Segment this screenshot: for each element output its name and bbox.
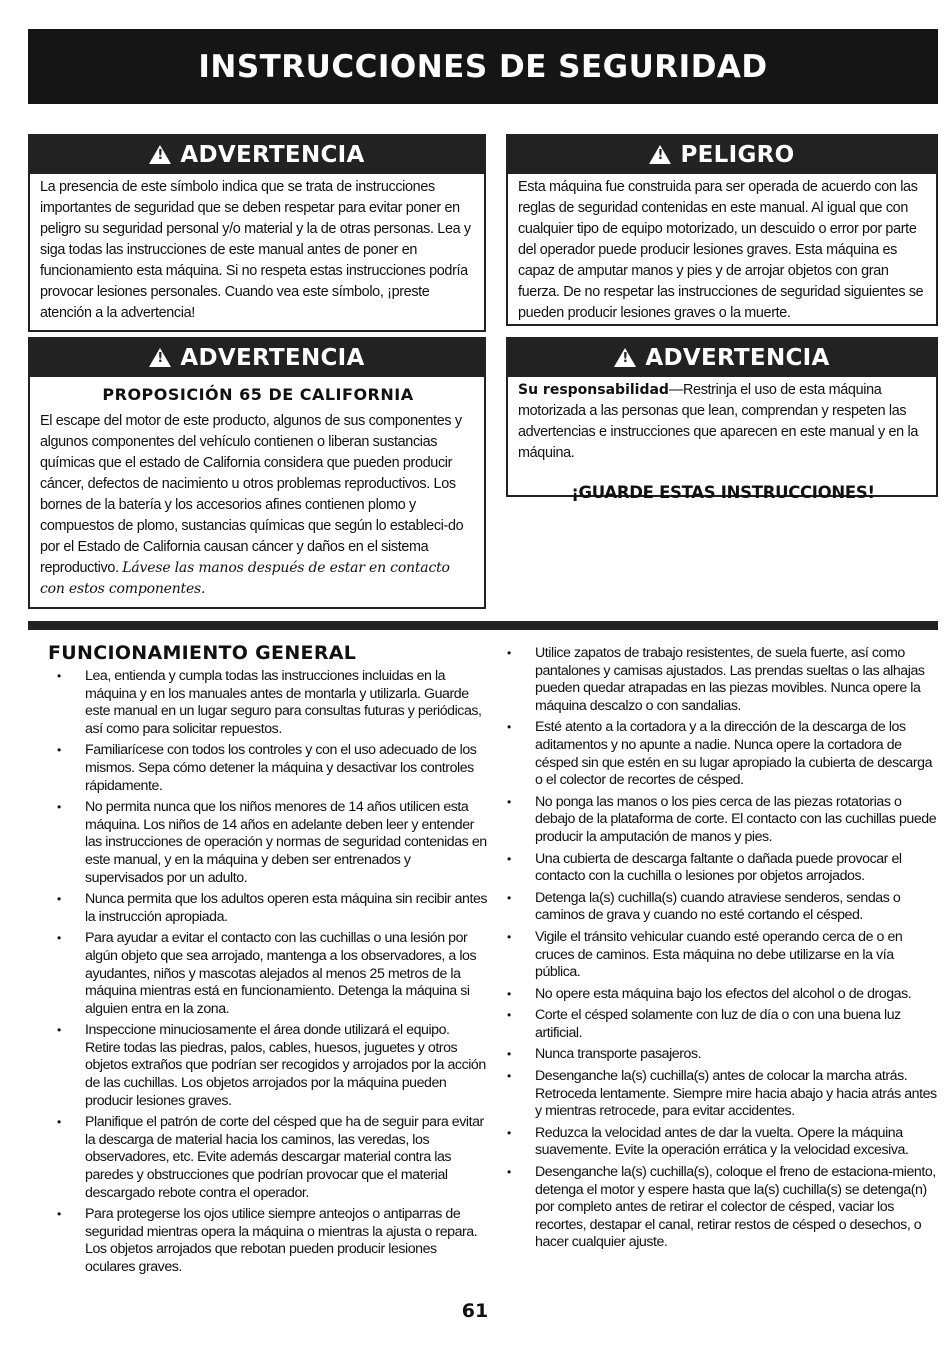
list-item: • Para ayudar a evitar el contacto con las cuchillas o una lesión por algún objeto que sea arrojado, mantenga a los observadores, a los ayudantes, niños y mascotas alejados al menos 25 metros de la máquina mientras está en funcionamiento. Detenga la máquina si alguien entra en la zona. <box>48 930 488 1018</box>
list-item: • Planifique el patrón de corte del césped que ha de seguir para evitar la descarga de material hacia los caminos, las veredas, los observadores, etc. Evite además descargar material contra las paredes y obstrucciones que podrían provocar que el material descargado rebote contra el operador. <box>48 1114 488 1202</box>
section-divider <box>28 621 938 630</box>
danger-text: Esta máquina fue construida para ser operada de acuerdo con las reglas de seguridad contenidas en este manual. Al igual que con cualquier tipo de equipo motorizado, un descuido o error por parte del operador puede producir lesiones graves. Esta máquina es capaz de amputar manos y pies y de arrojar objetos con gran fuerza. De no respetar las instrucciones de seguridad siguientes se pueden producir lesiones graves o la muerte. <box>518 179 924 321</box>
list-item: • Nunca permita que los adultos operen esta máquina sin recibir antes la instrucción apropiada. <box>48 891 488 926</box>
warning-box-body <box>30 174 484 330</box>
warning-triangle-icon <box>649 145 671 164</box>
danger-heading: PELIGRO <box>680 142 795 168</box>
warning-box-header <box>30 339 484 377</box>
list-item: • Lea, entienda y cumpla todas las instrucciones incluidas en la máquina y en los manuales antes de montarla y utilizarla. Guarde este manual en un lugar seguro para consultas futuras y periódicas, así como para solicitar repuestos. <box>48 668 488 738</box>
prop65-italic-note: Lávese las manos después de estar en contacto con estos componentes. <box>40 560 450 597</box>
page-title: INSTRUCCIONES DE SEGURIDAD <box>198 48 768 85</box>
warning-box-symbol <box>28 134 486 332</box>
list-item: • Desenganche la(s) cuchilla(s), coloque el freno de estaciona-miento, detenga el motor y espere hasta que la(s) cuchilla(s) se detenga(n) por completo antes de retirar el colector de césped, vaciar los recortes, destapar el canal, retirar restos de césped o desechos, o hacer cualquier ajuste. <box>498 1164 938 1252</box>
warning-box-prop65 <box>28 337 486 609</box>
page-number: 61 <box>461 1300 489 1322</box>
warning-box-body <box>508 377 936 509</box>
warning-heading: ADVERTENCIA <box>645 345 830 371</box>
list-item: • No permita nunca que los niños menores de 14 años utilicen esta máquina. Los niños de 14 años en adelante deben leer y entender las instrucciones de operación y normas de seguridad contenidas en este manual, y en la máquina y deben ser entrenados y supervisados por un adulto. <box>48 799 488 887</box>
list-item: • Inspeccione minuciosamente el área donde utilizará el equipo. Retire todas las piedras, palos, cables, huesos, juguetes y otros objetos extraños que podrían ser recogidos y arrojados por la acción de las cuchillas. Los objetos arrojados por la máquina pueden producir lesiones graves. <box>48 1022 488 1110</box>
list-item: • No opere esta máquina bajo los efectos del alcohol o de drogas. <box>498 986 938 1004</box>
warning-text: La presencia de este símbolo indica que se trata de instrucciones importantes de seguridad que se deben respetar para evitar poner en peligro su seguridad personal y/o material y la de otras personas. Lea y siga todas las instrucciones de este manual antes de poner en funcionamiento esta máquina. Si no respeta estas instrucciones podría provocar lesiones personales. Cuando vea este símbolo, ¡preste atención a la advertencia! <box>40 179 471 321</box>
warning-triangle-icon <box>614 348 636 367</box>
warning-box-responsibility <box>506 337 938 502</box>
list-item: • Para protegerse los ojos utilice siempre anteojos o antiparras de seguridad mientras opera la máquina o mientras la ajusta o repara. Los objetos arrojados que rebotan pueden producir lesiones oculares graves. <box>48 1206 488 1276</box>
warning-heading: ADVERTENCIA <box>180 345 365 371</box>
list-item: • Corte el césped solamente con luz de día o con una buena luz artificial. <box>498 1007 938 1042</box>
left-bullet-list <box>48 668 488 1277</box>
list-item: • Desenganche la(s) cuchilla(s) antes de colocar la marcha atrás. Retroceda lentamente. Siempre mire hacia abajo y hacia atrás antes y mientras retrocede, para evitar accidentes. <box>498 1068 938 1121</box>
responsibility-body: —Restrinja el uso de esta máquina motorizada a las personas que lean, comprendan y respeten las advertencias e instrucciones que aparecen en este manual y en la máquina. <box>518 382 918 461</box>
page-title-banner <box>28 29 938 104</box>
prop65-text <box>40 411 476 600</box>
list-item: • Familiarícese con todos los controles y con el uso adecuado de los mismos. Sepa cómo detener la máquina y desactivar los controles rápidamente. <box>48 742 488 795</box>
list-item: • Una cubierta de descarga faltante o dañada puede provocar el contacto con la cuchilla o lesiones por objetos arrojados. <box>498 851 938 886</box>
list-item: • Utilice zapatos de trabajo resistentes, de suela fuerte, así como pantalones y camisas ajustados. Las prendas sueltas o las alhajas pueden quedar atrapadas en las piezas movibles. Nunca opere la máquina descalzo o con sandalias. <box>498 645 938 715</box>
list-item: • Reduzca la velocidad antes de dar la vuelta. Opere la máquina suavemente. Evite la operación errática y la velocidad excesiva. <box>498 1125 938 1160</box>
general-left-column <box>48 641 488 1281</box>
list-item: • Vigile el tránsito vehicular cuando esté operando cerca de o en cruces de caminos. Esta máquina no debe utilizarse en la vía pública. <box>498 929 938 982</box>
responsibility-text <box>518 380 928 464</box>
general-right-column <box>498 645 938 1256</box>
prop65-body: El escape del motor de este producto, algunos de sus componentes y algunos componentes del vehículo contienen o liberan sustancias químicas que el estado de California considera que pueden producir cáncer, defectos de nacimiento u otros problemas reproductivos. Los bornes de la batería y los accesorios afines contienen plomo y compuestos de plomo, sustancias químicas que según lo estableci-do por el Estado de California causan cáncer y daños en el sistema reproductivo. <box>40 413 464 576</box>
list-item: • Nunca transporte pasajeros. <box>498 1046 938 1064</box>
list-item: • Esté atento a la cortadora y a la dirección de la descarga de los aditamentos y no apunte a nadie. Nunca opere la cortadora de césped sin que estén en su lugar apropiado la cubierta de descarga o el colector de recortes de césped. <box>498 719 938 789</box>
right-bullet-list <box>498 645 938 1252</box>
responsibility-lead: Su responsabilidad <box>518 382 669 398</box>
warning-triangle-icon <box>149 348 171 367</box>
warning-triangle-icon <box>149 145 171 164</box>
danger-box <box>506 134 938 326</box>
warning-box-body <box>30 377 484 606</box>
warning-box-header <box>30 136 484 174</box>
list-item: • No ponga las manos o los pies cerca de las piezas rotatorias o debajo de la plataforma de corte. El contacto con las cuchillas puede producir la amputación de manos y pies. <box>498 794 938 847</box>
warning-heading: ADVERTENCIA <box>180 142 365 168</box>
prop65-subtitle: PROPOSICIÓN 65 DE CALIFORNIA <box>102 385 414 404</box>
list-item: • Detenga la(s) cuchilla(s) cuando atraviese senderos, sendas o caminos de grava y cuando no esté cortando el césped. <box>498 890 938 925</box>
danger-box-body <box>508 174 936 330</box>
section-heading: FUNCIONAMIENTO GENERAL <box>48 642 357 664</box>
keep-instructions: ¡GUARDE ESTAS INSTRUCCIONES! <box>571 483 875 502</box>
danger-box-header <box>508 136 936 174</box>
warning-box-header <box>508 339 936 377</box>
